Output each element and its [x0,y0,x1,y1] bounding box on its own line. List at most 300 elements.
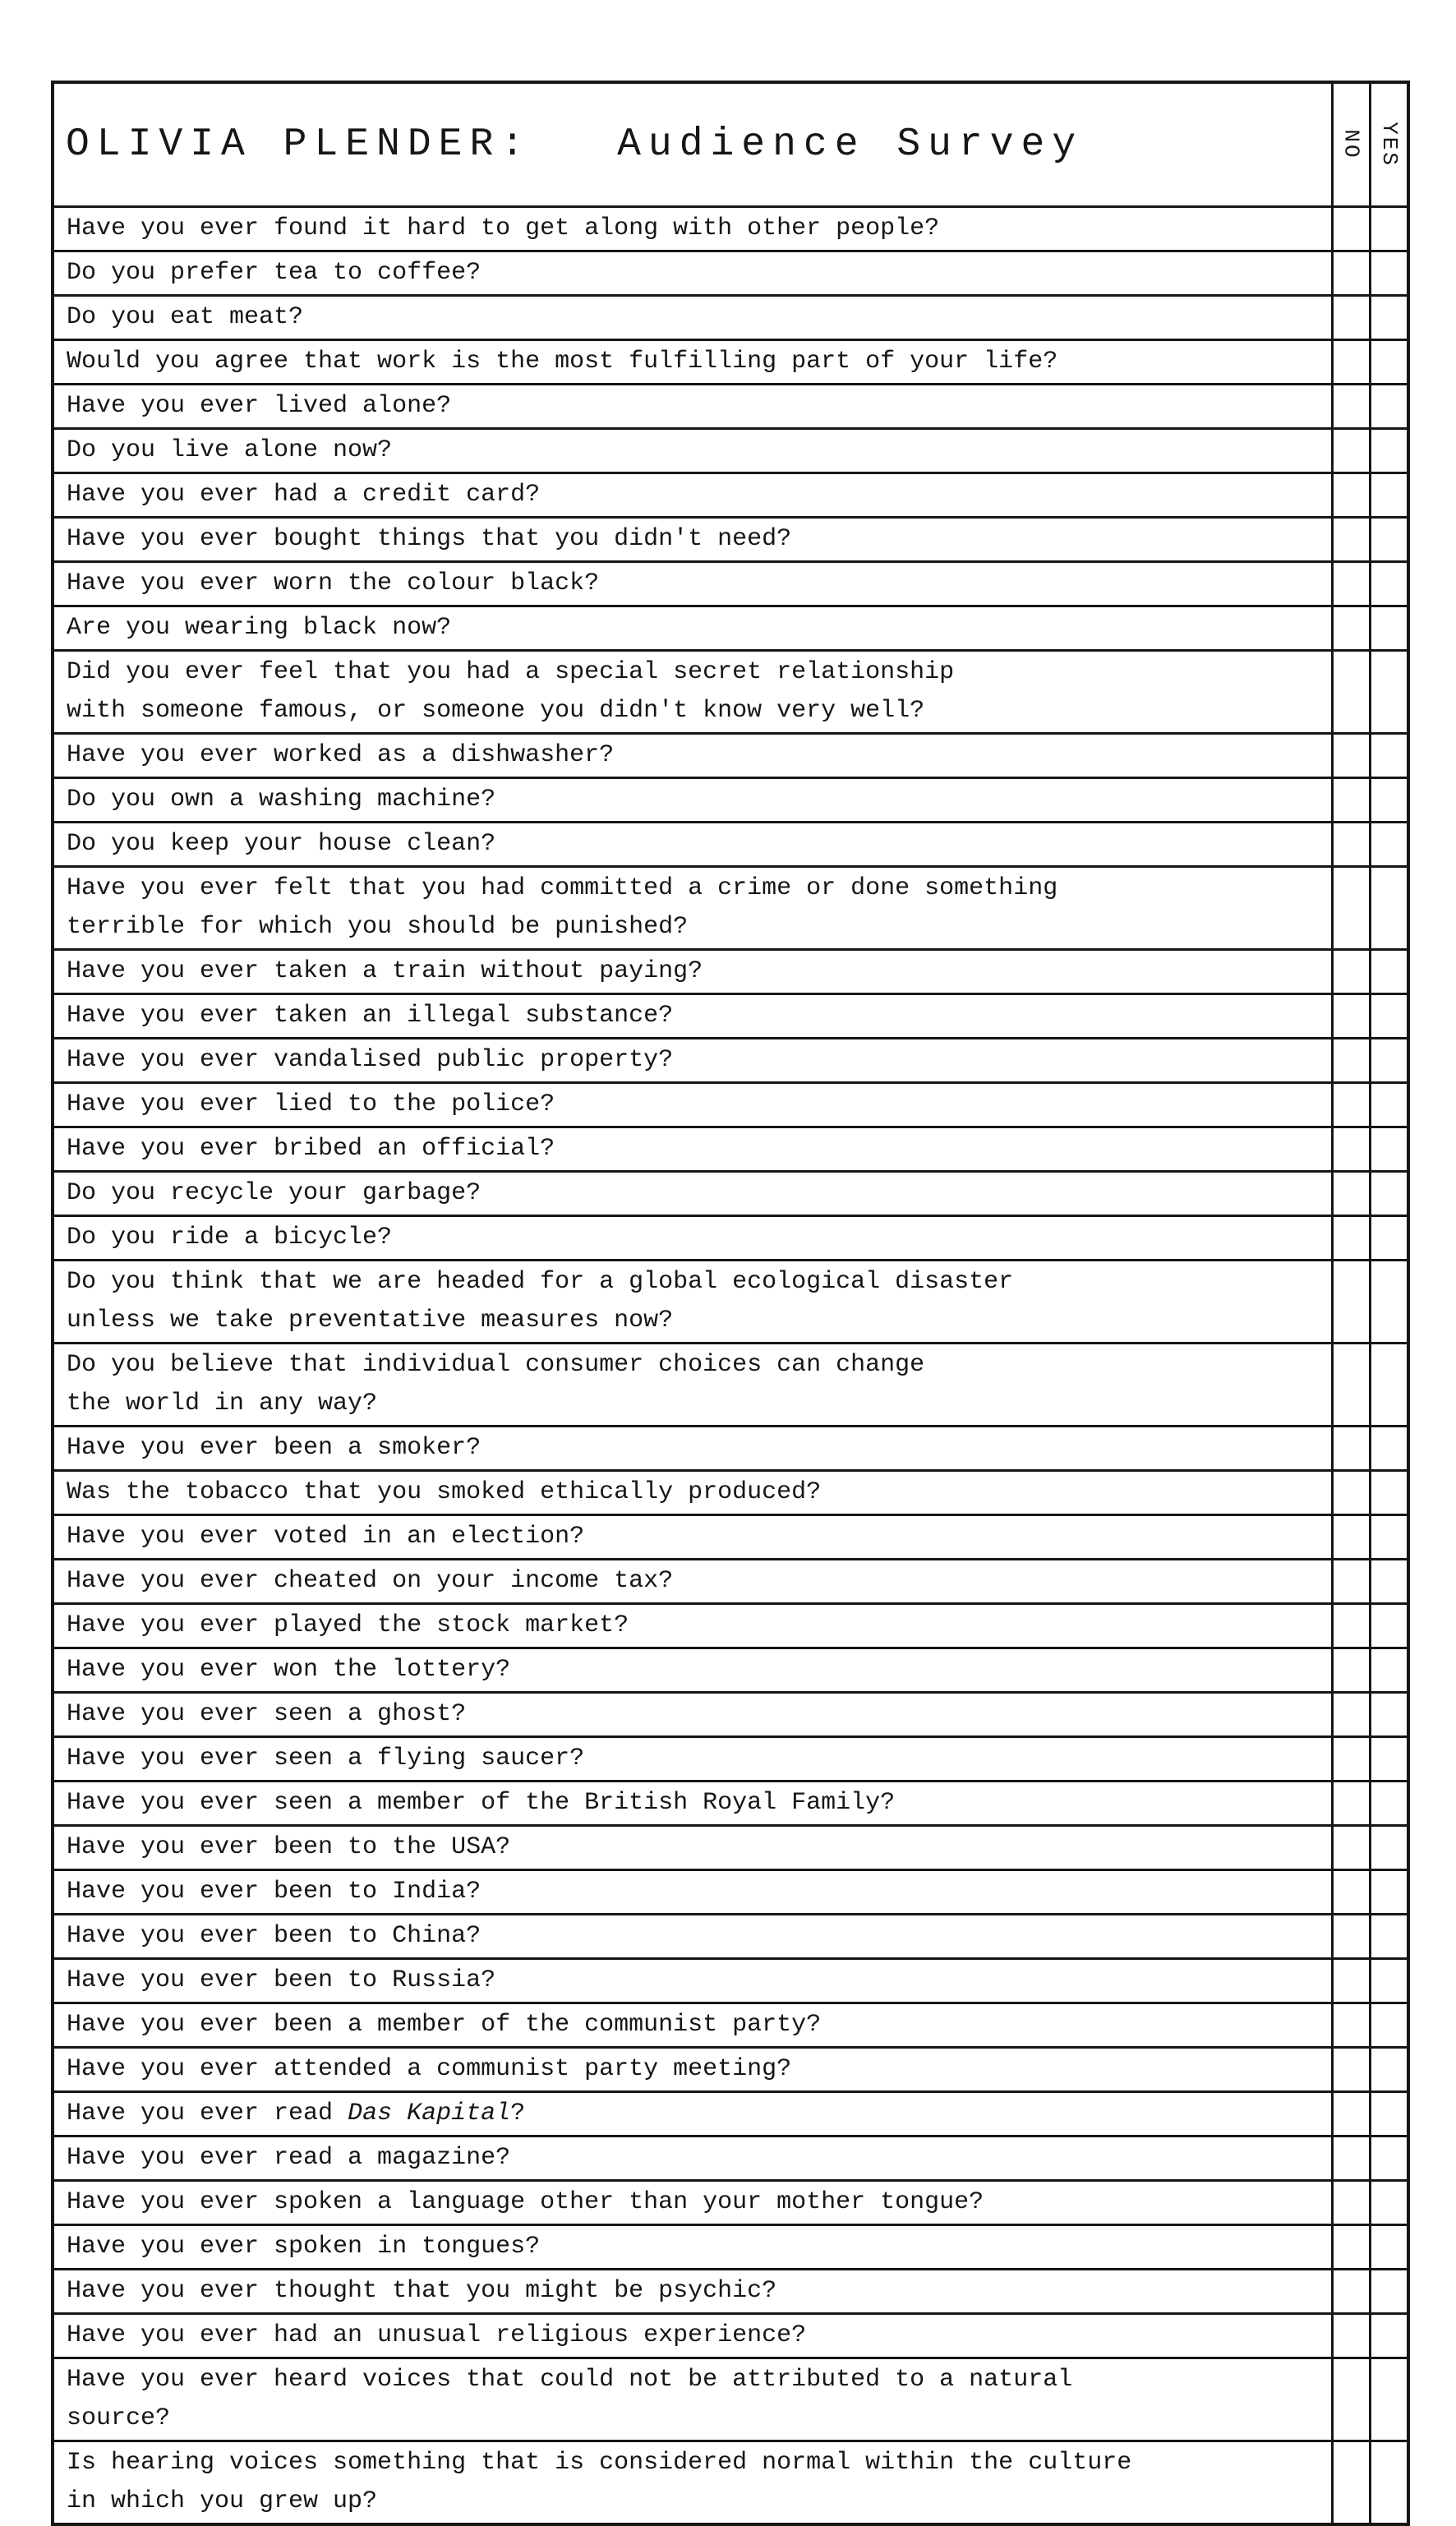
yes-answer-cell[interactable] [1369,1827,1407,1869]
yes-answer-cell[interactable] [1369,868,1407,948]
no-answer-cell[interactable] [1331,1738,1369,1780]
question-row [54,1039,1407,1084]
question-segment: Have you ever thought that you might be psychic? [67,2277,777,2305]
question-line [67,1346,1325,1385]
yes-answer-cell[interactable] [1369,2315,1407,2357]
yes-answer-cell[interactable] [1369,2359,1407,2440]
no-answer-cell[interactable] [1331,1427,1369,1469]
question-text [54,1960,1331,2002]
yes-answer-cell[interactable] [1369,1516,1407,1558]
yes-answer-cell[interactable] [1369,1128,1407,1170]
question-text [54,385,1331,427]
yes-answer-cell[interactable] [1369,1560,1407,1602]
yes-answer-cell[interactable] [1369,341,1407,383]
question-row [54,1516,1407,1560]
question-text [54,1128,1331,1170]
yes-answer-cell[interactable] [1369,385,1407,427]
question-segment: Would you agree that work is the most fulfilling part of your life? [67,348,1058,376]
question-row [54,2315,1407,2359]
no-answer-cell[interactable] [1331,1782,1369,1824]
question-segment: Do you own a washing machine? [67,786,496,814]
question-row [54,735,1407,779]
yes-column-label: YES [1376,122,1402,168]
question-segment: Are you wearing black now? [67,614,452,642]
question-text [54,1261,1331,1342]
question-line [67,2095,1325,2133]
yes-answer-cell[interactable] [1369,2093,1407,2135]
question-row [54,519,1407,563]
no-column-header [1331,84,1369,205]
yes-answer-cell[interactable] [1369,1344,1407,1425]
question-row [54,341,1407,385]
question-segment: Have you ever been to the USA? [67,1833,511,1861]
question-segment: Is hearing voices something that is considered normal within the culture [67,2449,1132,2477]
question-text [54,2049,1331,2090]
question-segment: in which you grew up? [67,2487,378,2515]
question-segment: Have you ever spoken in tongues? [67,2233,541,2261]
yes-answer-cell[interactable] [1369,1960,1407,2002]
no-answer-cell[interactable] [1331,2226,1369,2268]
question-text [54,2442,1331,2523]
no-answer-cell[interactable] [1331,2270,1369,2312]
question-row [54,2093,1407,2137]
no-answer-cell[interactable] [1331,1261,1369,1342]
question-row [54,1427,1407,1472]
question-segment: Have you ever vandalised public property? [67,1046,674,1074]
question-segment: Do you live alone now? [67,436,393,464]
question-line [67,653,1325,692]
question-line [67,1828,1325,1867]
question-italic-segment: Das Kapital [348,2100,511,2127]
question-line [67,2050,1325,2089]
yes-answer-cell[interactable] [1369,474,1407,516]
question-segment: Have you ever bribed an official? [67,1135,555,1163]
survey-table [51,81,1410,2526]
question-segment: Have you ever had an unusual religious experience? [67,2321,807,2349]
question-segment: ? [510,2100,526,2127]
no-answer-cell[interactable] [1331,1605,1369,1647]
question-row [54,1738,1407,1782]
question-segment: Have you ever been a member of the communist party? [67,2011,822,2039]
question-text [54,208,1331,250]
yes-answer-cell[interactable] [1369,2226,1407,2268]
question-row [54,297,1407,341]
question-segment: Have you ever won the lottery? [67,1656,511,1684]
question-text [54,2226,1331,2268]
question-row [54,779,1407,823]
yes-answer-cell[interactable] [1369,2137,1407,2179]
question-line [67,2361,1325,2399]
question-line [67,997,1325,1035]
question-text [54,1738,1331,1780]
no-answer-cell[interactable] [1331,2315,1369,2357]
question-text [54,2270,1331,2312]
question-line [67,1873,1325,1911]
question-text [54,652,1331,732]
no-answer-cell[interactable] [1331,252,1369,294]
no-answer-cell[interactable] [1331,951,1369,993]
question-line [67,210,1325,248]
no-answer-cell[interactable] [1331,2093,1369,2135]
question-text [54,868,1331,948]
question-row [54,1173,1407,1217]
question-row [54,208,1407,252]
question-row [54,2182,1407,2226]
question-line [67,1263,1325,1302]
question-segment: source? [67,2404,171,2432]
no-answer-cell[interactable] [1331,652,1369,732]
question-row [54,1915,1407,1960]
question-line [67,298,1325,337]
no-answer-cell[interactable] [1331,735,1369,777]
yes-answer-cell[interactable] [1369,1039,1407,1081]
question-row [54,868,1407,951]
question-row [54,252,1407,297]
question-line [67,431,1325,470]
question-line [67,254,1325,293]
question-line [67,952,1325,991]
question-line [67,908,1325,947]
question-text [54,519,1331,560]
no-answer-cell[interactable] [1331,2049,1369,2090]
question-line [67,825,1325,864]
question-line [67,1651,1325,1689]
question-text [54,1694,1331,1735]
yes-answer-cell[interactable] [1369,208,1407,250]
question-row [54,2442,1407,2523]
question-row [54,563,1407,607]
question-row [54,385,1407,430]
question-line [67,2444,1325,2482]
question-line [67,869,1325,908]
no-answer-cell[interactable] [1331,1871,1369,1913]
yes-answer-cell[interactable] [1369,1084,1407,1126]
question-line [67,1130,1325,1169]
no-answer-cell[interactable] [1331,1560,1369,1602]
question-row [54,951,1407,995]
yes-answer-cell[interactable] [1369,2270,1407,2312]
question-row [54,2137,1407,2182]
yes-answer-cell[interactable] [1369,2004,1407,2046]
yes-answer-cell[interactable] [1369,2442,1407,2523]
no-answer-cell[interactable] [1331,1084,1369,1126]
question-text [54,1605,1331,1647]
question-row [54,1827,1407,1871]
question-segment: Have you ever bought things that you didn't need? [67,525,792,553]
question-segment: Was the tobacco that you smoked ethically produced? [67,1478,822,1506]
question-segment: Have you ever heard voices that could not be attributed to a natural [67,2366,1073,2394]
no-answer-cell[interactable] [1331,208,1369,250]
no-answer-cell[interactable] [1331,1827,1369,1869]
question-row [54,1605,1407,1649]
question-segment: Have you ever taken a train without paying? [67,957,703,985]
question-line [67,1917,1325,1956]
yes-answer-cell[interactable] [1369,1782,1407,1824]
question-segment: Have you ever lived alone? [67,392,452,420]
question-row [54,1960,1407,2004]
question-text [54,1915,1331,1957]
question-line [67,1473,1325,1512]
question-segment: Have you ever been to India? [67,1878,481,1906]
question-line [67,736,1325,775]
yes-answer-cell[interactable] [1369,995,1407,1037]
yes-answer-cell[interactable] [1369,735,1407,777]
question-text [54,1173,1331,1215]
question-row [54,607,1407,652]
question-segment: Have you ever spoken a language other than your mother tongue? [67,2188,984,2216]
no-answer-cell[interactable] [1331,341,1369,383]
no-answer-cell[interactable] [1331,297,1369,339]
yes-answer-cell[interactable] [1369,519,1407,560]
question-row [54,1344,1407,1427]
yes-answer-cell[interactable] [1369,1173,1407,1215]
question-segment: Have you ever been to China? [67,1922,481,1950]
question-segment: Do you believe that individual consumer choices can change [67,1351,925,1379]
no-answer-cell[interactable] [1331,2137,1369,2179]
question-line [67,1174,1325,1213]
question-segment: Have you ever played the stock market? [67,1611,629,1639]
question-text [54,1472,1331,1514]
question-text [54,2315,1331,2357]
question-row [54,474,1407,519]
question-line [67,1740,1325,1778]
question-row [54,1782,1407,1827]
question-line [67,2482,1325,2521]
question-line [67,343,1325,381]
yes-answer-cell[interactable] [1369,779,1407,821]
question-line [67,2139,1325,2178]
question-segment: unless we take preventative measures now? [67,1307,674,1334]
question-text [54,1782,1331,1824]
no-answer-cell[interactable] [1331,1649,1369,1691]
question-row [54,1560,1407,1605]
yes-answer-cell[interactable] [1369,1694,1407,1735]
question-text [54,951,1331,993]
question-segment: with someone famous, or someone you didn't know very well? [67,697,925,725]
question-row [54,1871,1407,1915]
question-line [67,520,1325,559]
question-text [54,2182,1331,2224]
question-text [54,823,1331,865]
question-segment: Have you ever cheated on your income tax? [67,1567,674,1595]
yes-answer-cell[interactable] [1369,430,1407,472]
question-line [67,1606,1325,1645]
question-text [54,1427,1331,1469]
yes-column-header [1369,84,1407,205]
question-text [54,2137,1331,2179]
question-text [54,1217,1331,1259]
question-line [67,609,1325,648]
no-answer-cell[interactable] [1331,823,1369,865]
question-line [67,1086,1325,1124]
question-line [67,2228,1325,2266]
question-segment: Do you ride a bicycle? [67,1224,393,1251]
question-text [54,1344,1331,1425]
yes-answer-cell[interactable] [1369,823,1407,865]
question-text [54,2004,1331,2046]
question-text [54,430,1331,472]
question-line [67,1695,1325,1734]
question-row [54,1694,1407,1738]
question-line [67,2006,1325,2044]
question-line [67,2272,1325,2311]
question-row [54,1128,1407,1173]
no-answer-cell[interactable] [1331,1694,1369,1735]
no-answer-cell[interactable] [1331,385,1369,427]
question-line [67,1518,1325,1556]
question-text [54,2093,1331,2135]
no-answer-cell[interactable] [1331,1516,1369,1558]
question-line [67,1041,1325,1080]
question-row [54,430,1407,474]
question-line [67,2316,1325,2355]
question-row [54,823,1407,868]
question-text [54,297,1331,339]
yes-answer-cell[interactable] [1369,1472,1407,1514]
question-text [54,341,1331,383]
question-segment: Do you prefer tea to coffee? [67,259,481,287]
no-answer-cell[interactable] [1331,1960,1369,2002]
question-line [67,1219,1325,1257]
question-segment: Have you ever worn the colour black? [67,569,600,597]
question-row [54,1084,1407,1128]
title-artist-name: OLIVIA PLENDER: [66,122,532,167]
no-answer-cell[interactable] [1331,1173,1369,1215]
question-row [54,2004,1407,2049]
question-segment: Do you eat meat? [67,303,304,331]
question-segment: Have you ever lied to the police? [67,1090,555,1118]
no-column-label: NO [1339,129,1364,160]
question-text [54,252,1331,294]
question-text [54,1827,1331,1869]
question-text [54,1560,1331,1602]
question-line [67,2183,1325,2222]
question-segment: terrible for which you should be punished? [67,913,689,941]
question-row [54,652,1407,735]
yes-answer-cell[interactable] [1369,1427,1407,1469]
question-line [67,1784,1325,1823]
question-row [54,2359,1407,2442]
yes-answer-cell[interactable] [1369,252,1407,294]
page-title [54,84,1331,205]
yes-answer-cell[interactable] [1369,563,1407,605]
no-answer-cell[interactable] [1331,474,1369,516]
question-line [67,1302,1325,1340]
no-answer-cell[interactable] [1331,1039,1369,1081]
no-answer-cell[interactable] [1331,1128,1369,1170]
question-row [54,1649,1407,1694]
no-answer-cell[interactable] [1331,519,1369,560]
no-answer-cell[interactable] [1331,868,1369,948]
question-segment: Do you keep your house clean? [67,830,496,858]
question-segment: Have you ever seen a flying saucer? [67,1745,585,1772]
no-answer-cell[interactable] [1331,1472,1369,1514]
question-line [67,565,1325,603]
no-answer-cell[interactable] [1331,563,1369,605]
question-segment: Have you ever taken an illegal substance? [67,1002,674,1030]
yes-answer-cell[interactable] [1369,1261,1407,1342]
yes-answer-cell[interactable] [1369,1738,1407,1780]
yes-answer-cell[interactable] [1369,652,1407,732]
question-line [67,692,1325,731]
question-line [67,1562,1325,1601]
yes-answer-cell[interactable] [1369,1915,1407,1957]
question-line [67,781,1325,819]
yes-answer-cell[interactable] [1369,951,1407,993]
question-row [54,1261,1407,1344]
question-text [54,474,1331,516]
question-row [54,1472,1407,1516]
yes-answer-cell[interactable] [1369,2049,1407,2090]
question-row [54,2049,1407,2093]
question-line [67,1385,1325,1423]
question-line [67,387,1325,426]
question-row [54,995,1407,1039]
question-text [54,563,1331,605]
no-answer-cell[interactable] [1331,2182,1369,2224]
no-answer-cell[interactable] [1331,779,1369,821]
question-segment: Have you ever been a smoker? [67,1434,481,1462]
question-text [54,735,1331,777]
yes-answer-cell[interactable] [1369,1649,1407,1691]
yes-answer-cell[interactable] [1369,2182,1407,2224]
question-segment: Have you ever seen a member of the British Royal Family? [67,1789,896,1817]
question-line [67,2399,1325,2438]
question-segment: Have you ever read [67,2100,348,2127]
no-answer-cell[interactable] [1331,2004,1369,2046]
no-answer-cell[interactable] [1331,1915,1369,1957]
question-row [54,1217,1407,1261]
question-text [54,995,1331,1037]
no-answer-cell[interactable] [1331,1217,1369,1259]
title-survey-name: Audience Survey [617,122,1084,167]
question-text [54,2359,1331,2440]
question-text [54,1516,1331,1558]
no-answer-cell[interactable] [1331,995,1369,1037]
question-segment: Have you ever read a magazine? [67,2144,511,2172]
yes-answer-cell[interactable] [1369,1871,1407,1913]
question-segment: Did you ever feel that you had a special secret relationship [67,658,955,686]
question-line [67,476,1325,514]
question-segment: Have you ever found it hard to get along with other people? [67,214,940,242]
no-answer-cell[interactable] [1331,430,1369,472]
no-answer-cell[interactable] [1331,2442,1369,2523]
yes-answer-cell[interactable] [1369,1217,1407,1259]
no-answer-cell[interactable] [1331,2359,1369,2440]
question-segment: Do you recycle your garbage? [67,1179,481,1207]
question-segment: the world in any way? [67,1390,378,1417]
question-row [54,2226,1407,2270]
question-text [54,1871,1331,1913]
question-segment: Have you ever voted in an election? [67,1523,585,1551]
question-text [54,1084,1331,1126]
question-segment: Have you ever felt that you had committed a crime or done something [67,874,1058,902]
question-line [67,1961,1325,2000]
question-segment: Have you ever been to Russia? [67,1966,496,1994]
yes-answer-cell[interactable] [1369,1605,1407,1647]
question-text [54,779,1331,821]
question-segment: Have you ever attended a communist party meeting? [67,2055,792,2083]
question-text [54,1039,1331,1081]
question-text [54,1649,1331,1691]
yes-answer-cell[interactable] [1369,607,1407,649]
yes-answer-cell[interactable] [1369,297,1407,339]
no-answer-cell[interactable] [1331,1344,1369,1425]
question-segment: Have you ever seen a ghost? [67,1700,467,1728]
question-segment: Have you ever worked as a dishwasher? [67,741,615,769]
no-answer-cell[interactable] [1331,607,1369,649]
question-row [54,2270,1407,2315]
